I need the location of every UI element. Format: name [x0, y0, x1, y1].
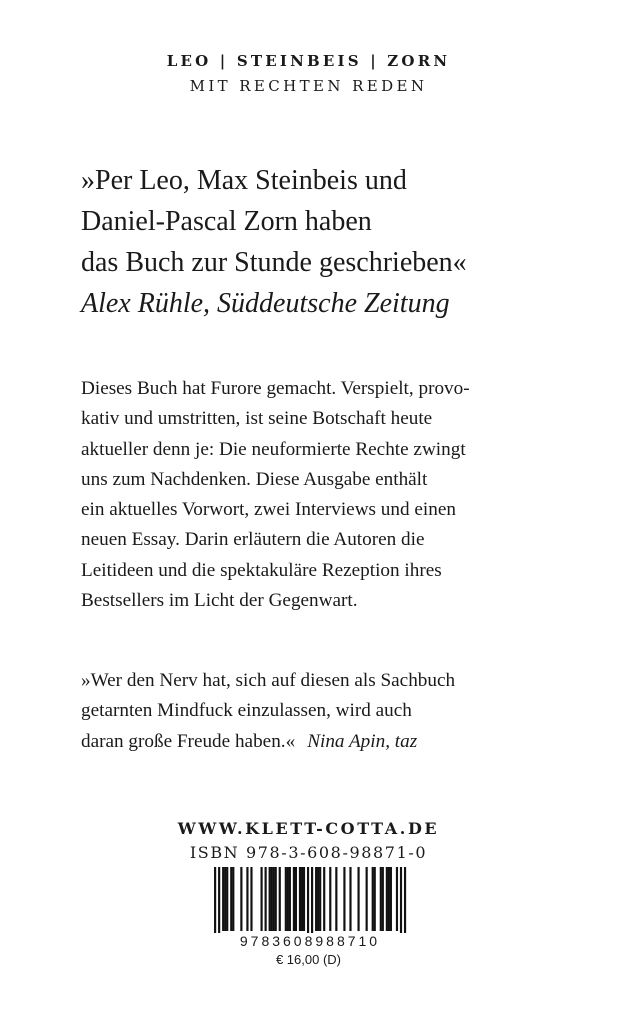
quote-line: »Per Leo, Max Steinbeis und [81, 165, 407, 196]
barcode-bar [222, 867, 224, 931]
description-line: ein aktuelles Vorwort, zwei Interviews und einen [81, 499, 456, 521]
barcode-bar [390, 867, 392, 931]
quote-source: Alex Rühle, Süddeutsche Zeitung [81, 288, 450, 319]
barcode-bar [230, 867, 232, 931]
barcode-bar [299, 867, 301, 931]
review-attribution: Nina Apin, taz [307, 730, 418, 752]
barcode-bar [388, 867, 390, 931]
barcode-bar [279, 867, 281, 931]
description-line: neuen Essay. Darin erläutern die Autoren die [81, 529, 425, 551]
barcode-bar [260, 867, 262, 931]
barcode-bar [232, 867, 234, 931]
barcode-bar [301, 867, 303, 931]
barcode-bar [329, 867, 331, 931]
review-text-end: daran große Freude haben.« [81, 730, 296, 752]
barcode-bar [396, 867, 398, 931]
barcode [212, 867, 408, 943]
barcode-bar [382, 867, 384, 931]
barcode-bar [343, 867, 345, 931]
barcode-bar [269, 867, 271, 931]
barcode-bar [271, 867, 273, 931]
barcode-bar [273, 867, 275, 931]
book-title: MIT RECHTEN REDEN [189, 77, 428, 95]
description-line: Bestsellers im Licht der Gegenwart. [81, 590, 358, 612]
barcode-bar [323, 867, 325, 931]
review-quote [81, 666, 561, 757]
barcode-bar [366, 867, 368, 931]
description-line: uns zum Nachdenken. Diese Ausgabe enthält [81, 468, 428, 490]
barcode-bar [250, 867, 252, 931]
barcode-bar [400, 867, 402, 943]
isbn-number: ISBN 978-3-608-98871-0 [189, 843, 428, 862]
barcode-bar [240, 867, 242, 931]
barcode-bar [275, 867, 277, 931]
barcode-bar [246, 867, 248, 931]
barcode-bar [307, 867, 309, 943]
barcode-bars [212, 867, 408, 943]
press-quote [81, 160, 581, 324]
barcode-bar [374, 867, 376, 931]
quote-line: das Buch zur Stunde geschrieben« [81, 247, 467, 278]
book-description [81, 374, 561, 616]
barcode-bar [265, 867, 267, 931]
barcode-bar [335, 867, 337, 931]
barcode-bar [317, 867, 319, 931]
barcode-bar [386, 867, 388, 931]
description-line: Dieses Buch hat Furore gemacht. Verspielt, provo- [81, 378, 470, 399]
quote-line: Daniel-Pascal Zorn haben [81, 206, 372, 237]
description-line: aktueller denn je: Die neuformierte Rechte zwingt [81, 438, 466, 460]
review-line: »Wer den Nerv hat, sich auf diesen als Sachbuch [81, 670, 456, 691]
barcode-bar [285, 867, 287, 931]
review-line-last [81, 727, 561, 757]
price: € 16,00 (D) [275, 952, 342, 967]
barcode-bar [214, 867, 216, 943]
barcode-bar [287, 867, 289, 931]
barcode-bar [372, 867, 374, 931]
barcode-bar [357, 867, 359, 931]
review-line: getarnten Mindfuck einzulassen, wird auch [81, 700, 412, 722]
barcode-bar [224, 867, 226, 931]
barcode-bar [289, 867, 291, 931]
description-line: Leitideen und die spektakuläre Rezeption ihres [81, 559, 442, 581]
barcode-bar [295, 867, 297, 931]
barcode-bar [293, 867, 295, 931]
publisher-website: WWW.KLETT-COTTA.DE [177, 819, 440, 838]
barcode-bar [218, 867, 220, 943]
author-names: LEO | STEINBEIS | ZORN [166, 52, 451, 70]
barcode-bar [349, 867, 351, 931]
barcode-bar [303, 867, 305, 931]
barcode-bar [319, 867, 321, 931]
barcode-bar [311, 867, 313, 943]
barcode-bar [404, 867, 406, 943]
barcode-bar [315, 867, 317, 931]
barcode-bar [380, 867, 382, 931]
barcode-number: 9783608988710 [212, 933, 408, 949]
barcode-bar [226, 867, 228, 931]
description-line: kativ und umstritten, ist seine Botschaft heute [81, 408, 433, 430]
